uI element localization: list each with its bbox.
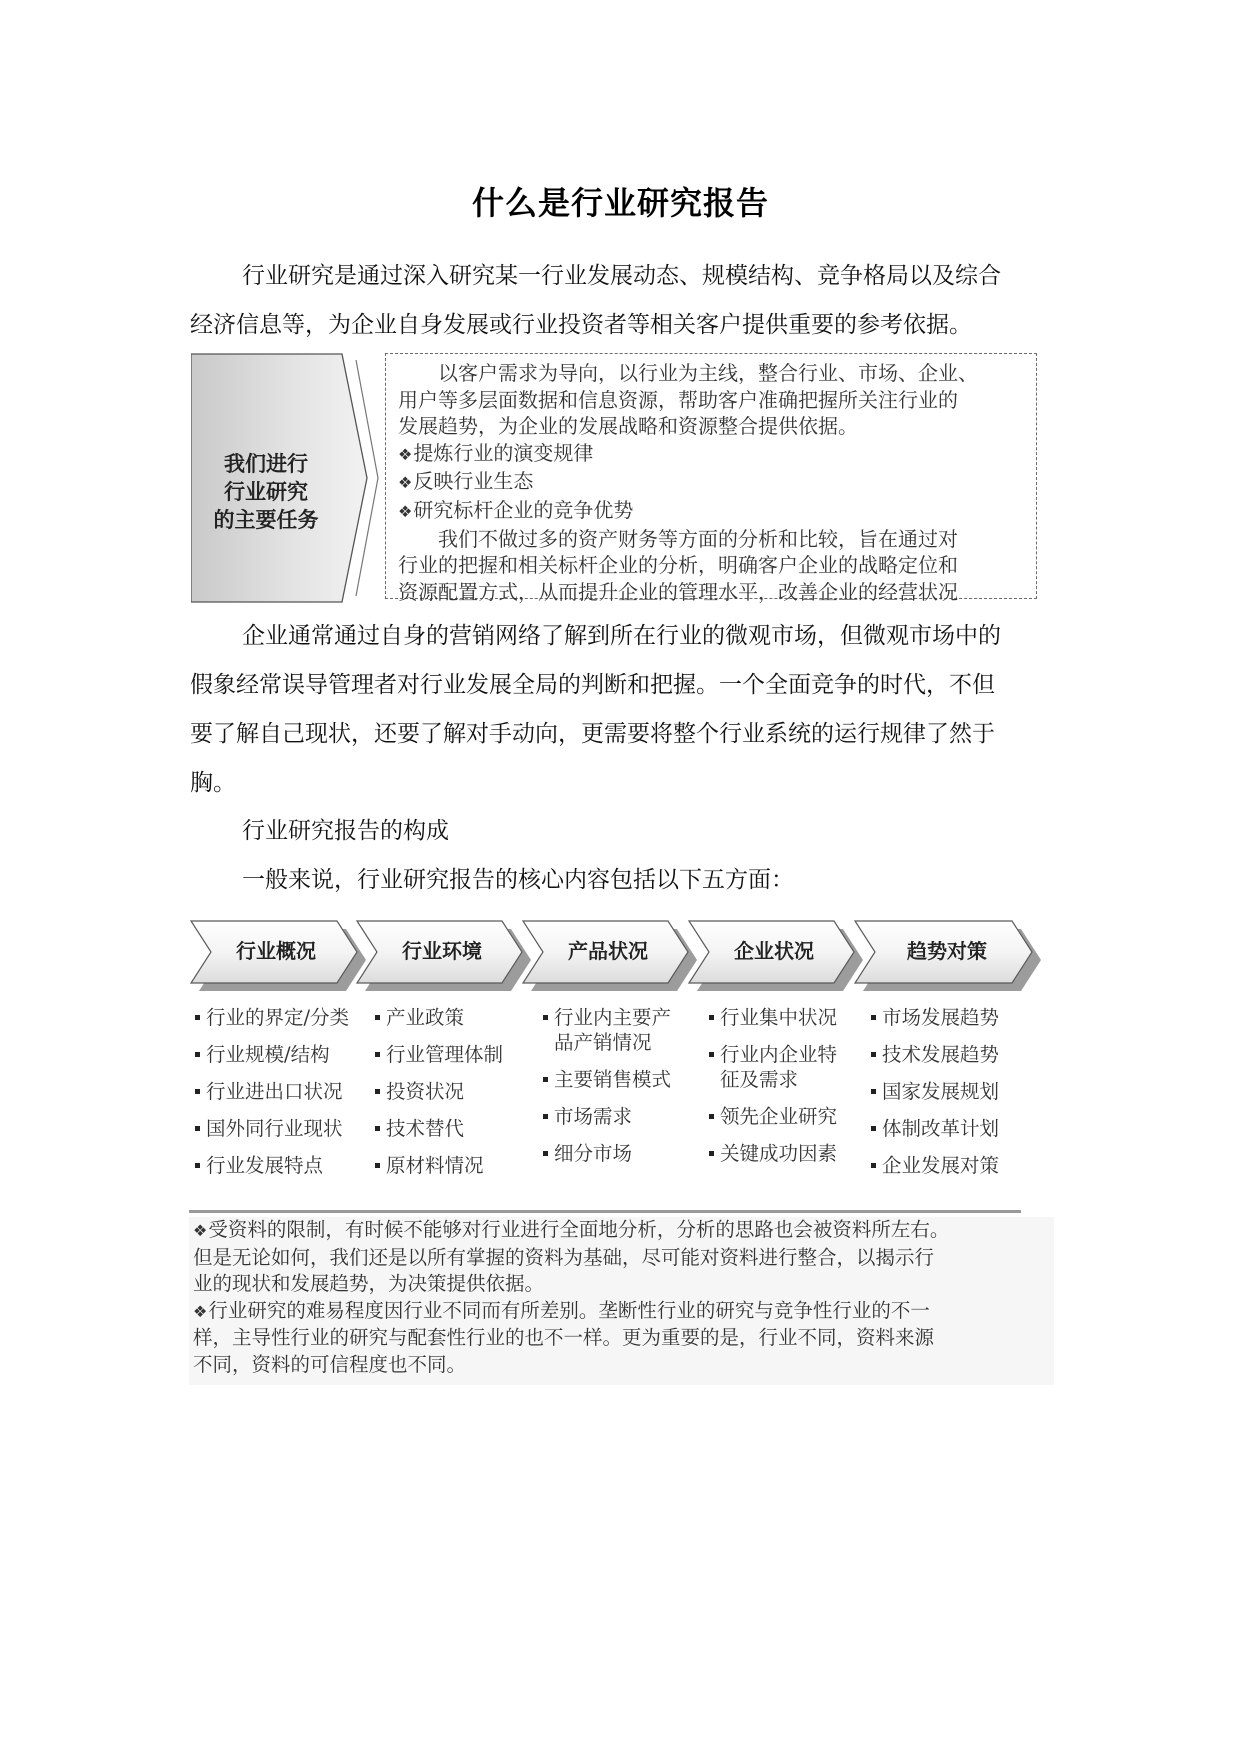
intro-paragraph [190,252,1060,350]
report-structure-figure [189,915,1054,1385]
column-industry-overview [193,1005,363,1190]
tasks-tail-line: 资源配置方式，从而提升企业的管理水平，改善企业的经营状况 [398,579,958,604]
intro-line: 行业研究是通过深入研究某一行业发展动态、规模结构、竞争格局以及综合 [242,263,1001,289]
list-item: 行业内主要产品产销情况 [541,1005,689,1055]
note-line: 不同，资料的可信程度也不同。 [193,1352,467,1376]
note-line: ❖ 受资料的限制，有时候不能够对行业进行全面地分析，分析的思路也会被资料所左右。 [189,1217,1054,1245]
header-industry-overview: 行业概况 [236,939,316,963]
tasks-box [385,353,1037,604]
tasks-lead-line: 用户等多层面数据和信息资源，帮助客户准确把握所关注行业的 [398,387,958,412]
market-line: 要了解自己现状，还要了解对手动向，更需要将整个行业系统的运行规律了然于 [190,721,995,747]
tasks-bullet: ❖ 提炼行业的演变规律 [398,440,1026,469]
tasks-lead-line: 以客户需求为导向，以行业为主线，整合行业、市场、企业、 [438,361,978,385]
section-subheading: 行业研究报告的构成 [242,818,449,844]
list-item: 主要销售模式 [541,1067,689,1092]
list-item: 原材料情况 [373,1153,523,1178]
list-item: 关键成功因素 [707,1141,855,1166]
arrow-label-line: 行业研究 [224,480,308,504]
list-item: 领先企业研究 [707,1104,855,1129]
list-item: 国家发展规划 [869,1079,1019,1104]
note-line: ❖ 行业研究的难易程度因行业不同而有所差别。垄断性行业的研究与竞争性行业的不一 [189,1298,1054,1326]
header-industry-environment: 行业环境 [402,939,482,963]
market-line: 企业通常通过自身的营销网络了解到所在行业的微观市场，但微观市场中的 [242,623,1001,649]
note-line: 样，主导性行业的研究与配套性行业的也不一样。更为重要的是，行业不同，资料来源 [193,1326,935,1349]
column-enterprise-status [707,1005,855,1178]
market-paragraph [190,612,1060,808]
note-line: 但是无论如何，我们还是以所有掌握的资料为基础，尽可能对资料进行整合，以揭示行 [193,1245,935,1269]
tasks-tail-line: 我们不做过多的资产财务等方面的分析和比较，旨在通过对 [438,526,958,551]
list-item: 技术替代 [373,1116,523,1141]
notes-block [189,1217,1054,1385]
page-title: 什么是行业研究报告 [471,184,769,222]
column-trend-strategy [869,1005,1019,1190]
header-trend-strategy: 趋势对策 [907,939,987,963]
list-item: 国外同行业现状 [193,1116,363,1141]
list-item: 企业发展对策 [869,1153,1019,1178]
header-enterprise-status: 企业状况 [734,939,814,963]
list-item: 行业规模/结构 [193,1042,363,1067]
market-line: 假象经常误导管理者对行业发展全局的判断和把握。一个全面竞争的时代，不但 [190,672,995,698]
header-product-status: 产品状况 [568,939,648,963]
lead-sentence: 一般来说，行业研究报告的核心内容包括以下五方面： [242,867,794,893]
column-product-status [541,1005,689,1178]
list-item: 行业进出口状况 [193,1079,363,1104]
list-item: 技术发展趋势 [869,1042,1019,1067]
note-line: 业的现状和发展趋势，为决策提供依据。 [193,1272,545,1295]
list-item: 体制改革计划 [869,1116,1019,1141]
list-item: 行业内企业特征及需求 [707,1042,855,1092]
list-item: 产业政策 [373,1005,523,1030]
list-item: 细分市场 [541,1141,689,1166]
column-industry-environment [373,1005,523,1190]
intro-line: 经济信息等，为企业自身发展或行业投资者等相关客户提供重要的参考依据。 [190,312,972,338]
list-item: 市场发展趋势 [869,1005,1019,1030]
list-item: 行业集中状况 [707,1005,855,1030]
list-item: 行业管理体制 [373,1042,523,1067]
tasks-lead-line: 发展趋势，为企业的发展战略和资源整合提供依据。 [398,414,858,439]
list-item: 市场需求 [541,1104,689,1129]
tasks-bullet: ❖ 反映行业生态 [398,468,1026,497]
arrow-label-line: 的主要任务 [213,508,319,532]
list-item: 行业发展特点 [193,1153,363,1178]
research-tasks-figure [191,350,1046,607]
arrow-label-line: 我们进行 [224,452,308,476]
divider-line [189,1210,1021,1213]
list-item: 投资状况 [373,1079,523,1104]
list-item: 行业的界定/分类 [193,1005,363,1030]
tasks-tail-line: 行业的把握和相关标杆企业的分析，明确客户企业的战略定位和 [398,553,958,578]
arrow-label [191,450,341,534]
market-line: 胸。 [190,770,236,796]
tasks-bullet: ❖ 研究标杆企业的竞争优势 [398,497,1026,526]
